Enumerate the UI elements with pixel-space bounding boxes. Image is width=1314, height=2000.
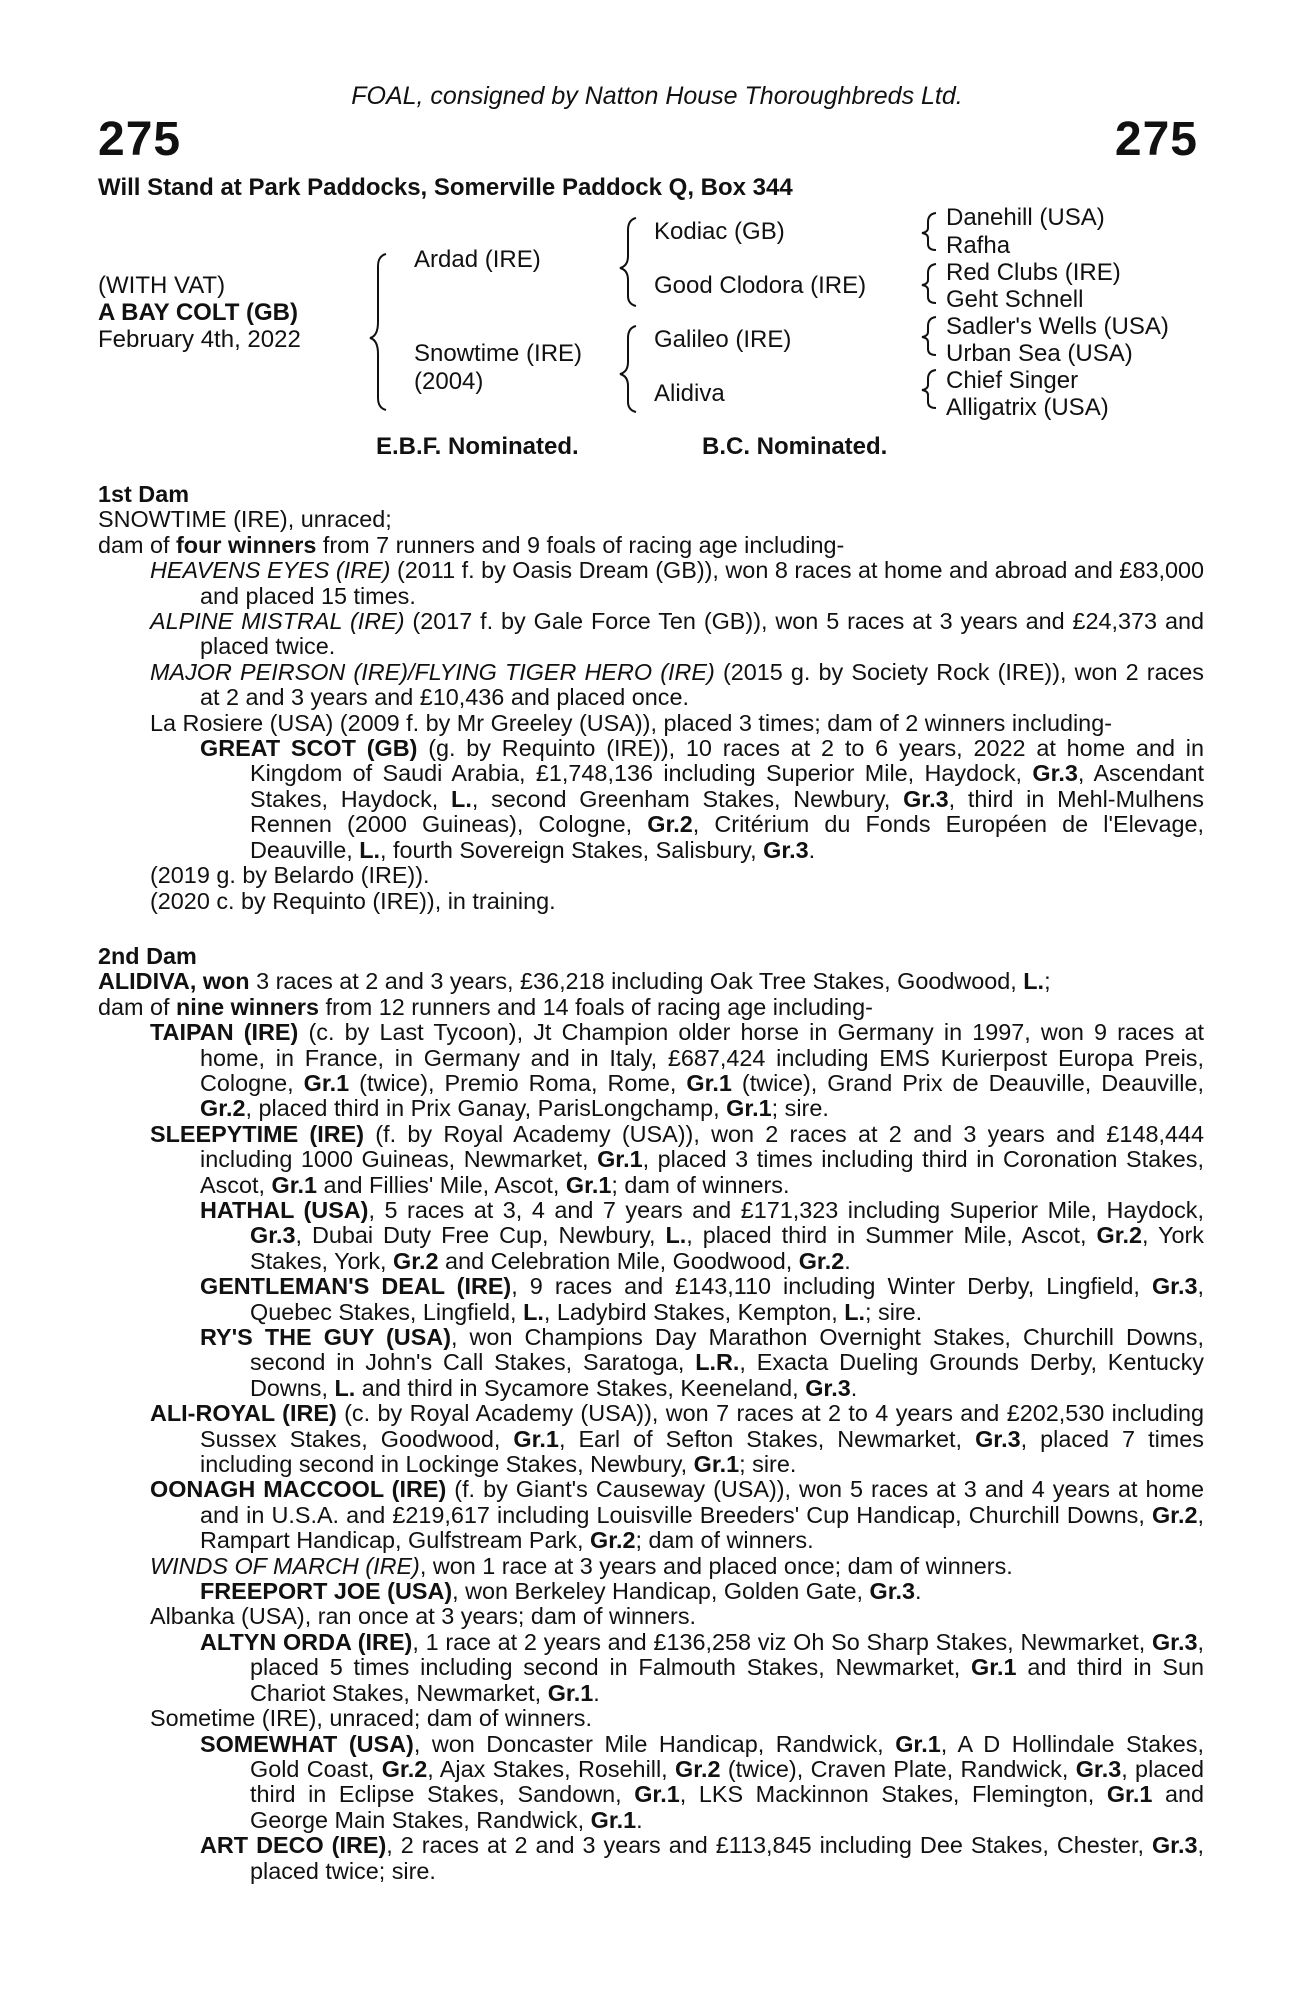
- dam-sire-sire: Sadler's Wells (USA): [946, 313, 1169, 340]
- produce-entry: TAIPAN (IRE) (c. by Last Tycoon), Jt Champion older horse in Germany in 1997, won 9 races at home, in France, in Germany and in Italy, £687,424 including EMS Kurierpost Europa Preis, Cologne, Gr.1 (twice), Premio Roma, Rome, Gr.1 (twice), Grand Prix de Deauville, Deauville, Gr.2, placed third in Prix Ganay, ParisLongchamp, Gr.1; sire.: [150, 1019, 1204, 1122]
- produce-entry: (2019 g. by Belardo (IRE)).: [150, 862, 430, 889]
- dam-sire-dam: Urban Sea (USA): [946, 340, 1133, 367]
- produce-entry: La Rosiere (USA) (2009 f. by Mr Greeley (USA)), placed 3 times; dam of 2 winners including-: [150, 709, 1112, 736]
- produce-entry: HEAVENS EYES (IRE) (2011 f. by Oasis Dream (GB)), won 8 races at home and abroad and £83,000 and placed 15 times.: [150, 557, 1204, 609]
- produce-entry: FREEPORT JOE (USA), won Berkeley Handicap, Golden Gate, Gr.3.: [200, 1578, 922, 1605]
- first-dam-produce-summary: dam of four winners from 7 runners and 9 foals of racing age including-: [98, 531, 845, 558]
- horse-name: A BAY COLT (GB): [98, 299, 299, 326]
- produce-entry: RY'S THE GUY (USA), won Champions Day Marathon Overnight Stakes, Churchill Downs, second in John's Call Stakes, Saratoga, L.R., Exacta Dueling Grounds Derby, Kentucky Downs, L. and third in Sycamore Stakes, Keeneland, Gr.3.: [200, 1324, 1204, 1401]
- produce-entry: HATHAL (USA), 5 races at 3, 4 and 7 years and £171,323 including Superior Mile, Haydock, Gr.3, Dubai Duty Free Cup, Newbury, L., placed third in Summer Mile, Ascot, Gr.2, York Stakes, York, Gr.2 and Celebration Mile, Goodwood, Gr.2.: [200, 1196, 1204, 1274]
- produce-entry: SOMEWHAT (USA), won Doncaster Mile Handicap, Randwick, Gr.1, A D Hollindale Stakes, Gold Coast, Gr.2, Ajax Stakes, Rosehill, Gr.2 (twice), Craven Plate, Randwick, Gr.3, placed third in Eclipse Stakes, Sandown, Gr.1, LKS Mackinnon Stakes, Flemington, Gr.1 and George Main Stakes, Randwick, Gr.1.: [200, 1730, 1205, 1833]
- first-dam-line: SNOWTIME (IRE), unraced;: [98, 506, 392, 533]
- sire-sire-sire: Danehill (USA): [946, 204, 1105, 231]
- sire-dam: Good Clodora (IRE): [654, 272, 867, 299]
- ebf-nomination: E.B.F. Nominated.: [376, 433, 579, 460]
- produce-entry: ALPINE MISTRAL (IRE) (2017 f. by Gale Force Ten (GB)), won 5 races at 3 years and £24,373 and placed twice.: [150, 608, 1204, 660]
- dam-sire: Galileo (IRE): [654, 326, 792, 353]
- catalogue-body: [98, 482, 1204, 1884]
- bc-nomination: B.C. Nominated.: [702, 433, 888, 460]
- produce-entry: GENTLEMAN'S DEAL (IRE), 9 races and £143,110 including Winter Derby, Lingfield, Gr.3, Quebec Stakes, Lingfield, L., Ladybird Stakes, Kempton, L.; sire.: [200, 1273, 1204, 1325]
- produce-entry: GREAT SCOT (GB) (g. by Requinto (IRE)), 10 races at 2 to 6 years, 2022 at home and in Kingdom of Saudi Arabia, £1,748,136 including Superior Mile, Haydock, Gr.3, Ascendant Stakes, Haydock, L., second Greenham Stakes, Newbury, Gr.3, third in Mehl-Mulhens Rennen (2000 Guineas), Cologne, Gr.2, Critérium du Fonds Européen de l'Elevage, Deauville, L., fourth Sovereign Stakes, Salisbury, Gr.3.: [200, 735, 1204, 863]
- dam-dam-dam: Alligatrix (USA): [946, 394, 1109, 421]
- sire-dam-dam: Geht Schnell: [946, 286, 1084, 313]
- produce-entry: MAJOR PEIRSON (IRE)/FLYING TIGER HERO (IRE) (2015 g. by Society Rock (IRE)), won 2 races at 2 and 3 years and £10,436 and placed once.: [150, 658, 1204, 711]
- produce-entry: WINDS OF MARCH (IRE), won 1 race at 3 years and placed once; dam of winners.: [150, 1552, 1013, 1579]
- foaling-date: February 4th, 2022: [98, 326, 301, 353]
- produce-entry: OONAGH MACCOOL (IRE) (f. by Giant's Causeway (USA)), won 5 races at 3 and 4 years at home and in U.S.A. and £219,617 including Louisville Breeders' Cup Handicap, Churchill Downs, Gr.2, Rampart Handicap, Gulfstream Park, Gr.2; dam of winners.: [150, 1476, 1204, 1554]
- lot-number: 275: [98, 113, 182, 166]
- dam-dam-sire: Chief Singer: [946, 367, 1079, 394]
- second-dam-line: ALIDIVA, won 3 races at 2 and 3 years, £36,218 including Oak Tree Stakes, Goodwood, L.;: [98, 968, 1051, 995]
- dam-dam: Alidiva: [654, 380, 725, 407]
- stand-location: Will Stand at Park Paddocks, Somerville Paddock Q, Box 344: [98, 174, 793, 201]
- dam: Snowtime (IRE): [414, 340, 583, 367]
- produce-entry: Albanka (USA), ran once at 3 years; dam of winners.: [150, 1603, 697, 1630]
- sire-dam-sire: Red Clubs (IRE): [946, 259, 1121, 286]
- produce-entry: (2020 c. by Requinto (IRE)), in training.: [150, 887, 556, 914]
- produce-entry: ALTYN ORDA (IRE), 1 race at 2 years and £136,258 viz Oh So Sharp Stakes, Newmarket, Gr.3, placed 5 times including second in Falmouth Stakes, Newmarket, Gr.1 and third in Sun Chariot Stakes, Newmarket, Gr.1.: [200, 1628, 1204, 1706]
- dam-foal-year: (2004): [414, 368, 484, 395]
- produce-entry: ART DECO (IRE), 2 races at 2 and 3 years and £113,845 including Dee Stakes, Chester, Gr.3, placed twice; sire.: [200, 1832, 1204, 1884]
- sire-sire-dam: Rafha: [946, 232, 1011, 259]
- second-dam-produce-summary: dam of nine winners from 12 runners and 14 foals of racing age including-: [98, 993, 873, 1020]
- consignor-line: FOAL, consigned by Natton House Thoroughbreds Ltd.: [351, 82, 963, 110]
- vat-note: (WITH VAT): [98, 272, 226, 299]
- produce-entry: SLEEPYTIME (IRE) (f. by Royal Academy (USA)), won 2 races at 2 and 3 years and £148,444 including 1000 Guineas, Newmarket, Gr.1, placed 3 times including third in Coronation Stakes, Ascot, Gr.1 and Fillies' Mile, Ascot, Gr.1; dam of winners.: [150, 1120, 1204, 1198]
- sire: Ardad (IRE): [414, 246, 541, 273]
- produce-entry: ALI-ROYAL (IRE) (c. by Royal Academy (USA)), won 7 races at 2 to 4 years and £202,530 including Sussex Stakes, Goodwood, Gr.1, Earl of Sefton Stakes, Newmarket, Gr.3, placed 7 times including second in Lockinge Stakes, Newbury, Gr.1; sire.: [150, 1400, 1204, 1478]
- second-dam-heading: 2nd Dam: [98, 942, 197, 969]
- sire-sire: Kodiac (GB): [654, 218, 785, 245]
- lot-number-right: 275: [1114, 113, 1198, 166]
- produce-entry: Sometime (IRE), unraced; dam of winners.: [150, 1705, 592, 1732]
- first-dam-heading: 1st Dam: [98, 481, 190, 507]
